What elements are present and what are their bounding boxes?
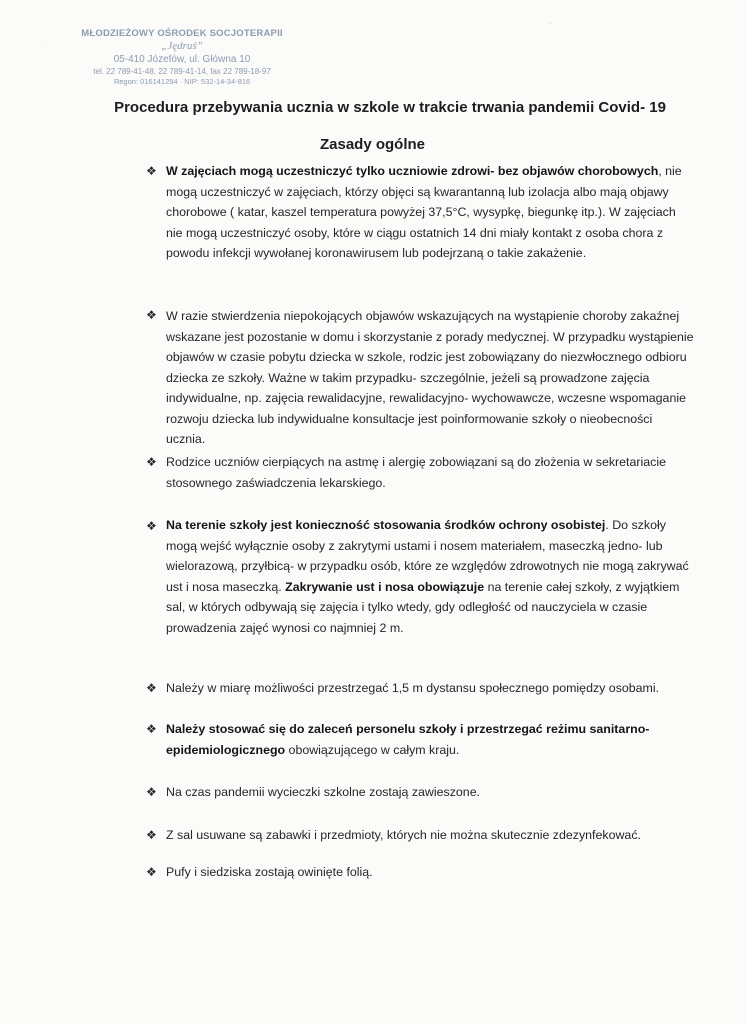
list-item-body: , nie mogą uczestniczyć w zajęciach, którzy objęci są kwarantanną lub izolacja albo mają objawy chorobowe ( katar, kaszel temperatura powyżej 37,5°C, wysypkę, biegunkę itp.). W zajęciach nie mogą uczestniczyć osoby, które w ciągu ostatnich 14 dni miały kontakt z osoba chora z powodu infekcji wywołanej koronawirusem lub podejrzaną o takie zakażenie. xyxy=(166,164,682,260)
stamp-line-ids: Regon: 016141294 · NIP: 532-14-34-816 xyxy=(113,77,251,86)
list-item-body: Na czas pandemii wycieczki szkolne zostają zawieszone. xyxy=(166,785,481,799)
list-item-text xyxy=(166,161,694,264)
diamond-bullet-icon: ❖ xyxy=(146,308,157,322)
diamond-bullet-icon: ❖ xyxy=(146,455,157,469)
list-item-body: Pufy i siedziska zostają owinięte folią. xyxy=(166,865,373,879)
diamond-bullet-icon: ❖ xyxy=(146,828,157,842)
list-item-body: Z sal usuwane są zabawki i przedmioty, których nie można skutecznie zdezynfekować. xyxy=(166,828,641,842)
scan-speck: ·· xyxy=(547,20,552,27)
scan-speck: · xyxy=(42,40,45,47)
list-item-text xyxy=(166,515,694,638)
institution-stamp xyxy=(52,28,312,86)
stamp-line-phone: tel. 22 789-41-48, 22 789-41-14, fax 22 789-18-97 xyxy=(93,67,271,76)
diamond-bullet-icon: ❖ xyxy=(146,519,157,533)
list-item-text xyxy=(166,678,694,699)
list-item-body: Należy w miarę możliwości przestrzegać 1,5 m dystansu społecznego pomiędzy osobami. xyxy=(166,681,660,695)
list-item-body: na terenie całej szkoły, z wyjątkiem sal, w których odbywają się zajęcia i tylko wtedy, gdy odległość od nauczyciela w czasie prowadzenia zajęć wynosi co najmniej 2 m. xyxy=(166,579,680,635)
list-item-text xyxy=(166,306,694,450)
list-item-text xyxy=(166,719,694,760)
stamp-line-institution: MŁODZIEŻOWY OŚRODEK SOCJOTERAPII xyxy=(81,28,283,39)
stamp-line-name: „Jędruś” xyxy=(161,40,203,52)
list-item-body: W razie stwierdzenia niepokojących objawów wskazujących na wystąpienie choroby zakaźnej wskazane jest pozostanie w domu i skorzystanie z porady medycznej. W przypadku wystąpienie objawów w czasie pobytu dziecka w szkole, rodzic jest zobowiązany do niezwłocznego odbioru dziecka ze szkoły. Ważne w takim przypadku- szczególnie, jeżeli są prowadzone zajęcia indywidualne, np. zajęcia rewalidacyjne, rewalidacyjno- wychowawcze, wczesne wspomaganie rozwoju dziecka lub indywidualne konsultacje jest poinformowanie szkoły o nieobecności ucznia. xyxy=(166,309,694,446)
diamond-bullet-icon: ❖ xyxy=(146,785,157,799)
stamp-line-address: 05-410 Józefów, ul. Główna 10 xyxy=(113,54,251,65)
diamond-bullet-icon: ❖ xyxy=(146,164,157,178)
list-item-emphasis: Należy stosować się do zaleceń personelu szkoły i przestrzegać reżimu sanitarno-epidemiologicznego xyxy=(166,722,650,757)
list-item-emphasis: Zakrywanie ust i nosa obowiązuje xyxy=(285,579,485,594)
list-item-text xyxy=(166,782,694,803)
diamond-bullet-icon: ❖ xyxy=(146,681,157,695)
document-title: Procedura przebywania ucznia w szkole w trakcie trwania pandemii Covid- 19 xyxy=(114,99,666,116)
diamond-bullet-icon: ❖ xyxy=(146,865,157,879)
list-item-body: Rodzice uczniów cierpiących na astmę i alergię zobowiązani są do złożenia w sekretariacie stosownego zaświadczenia lekarskiego. xyxy=(166,455,666,490)
list-item-text xyxy=(166,862,694,883)
list-item-body: . Do szkoły mogą wejść wyłącznie osoby z zakrytymi ustami i nosem materiałem, maseczką jedno- lub wielorazową, przyłbicą- w przypadku osób, które ze względów zdrowotnych nie mogą zakrywać ust i nosa maseczką. xyxy=(166,518,689,594)
list-item-text xyxy=(166,825,694,846)
list-item-text xyxy=(166,452,694,493)
list-item-body: obowiązującego w całym kraju. xyxy=(285,742,460,757)
diamond-bullet-icon: ❖ xyxy=(146,722,157,736)
section-heading: Zasady ogólne xyxy=(319,136,426,153)
list-item-emphasis: W zajęciach mogą uczestniczyć tylko uczniowie zdrowi- bez objawów chorobowych xyxy=(166,164,659,178)
list-item-emphasis: Na terenie szkoły jest konieczność stosowania środków ochrony osobistej xyxy=(166,518,606,532)
